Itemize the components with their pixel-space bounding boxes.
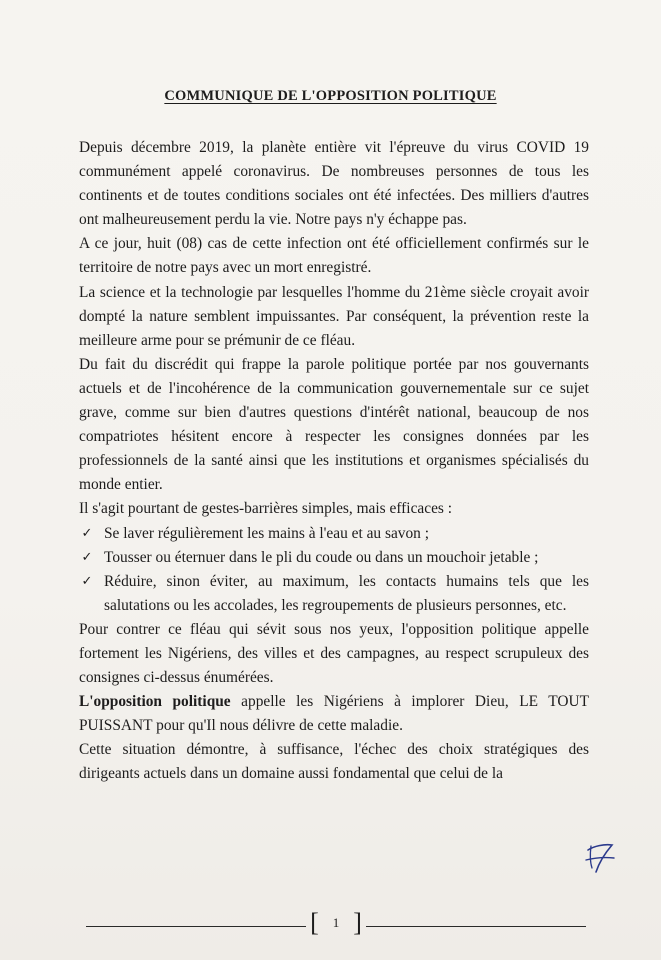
list-item-text: Tousser ou éternuer dans le pli du coude ou dans un mouchoir jetable ; (104, 548, 539, 566)
list-item (79, 522, 589, 546)
list-item-text: Se laver régulièrement les mains à l'eau et au savon ; (104, 524, 429, 542)
document-title (0, 88, 661, 105)
list-item-text: Réduire, sinon éviter, au maximum, les contacts humains tels que les salutations ou les accolades, les regroupements de plusieurs personnes, etc. (104, 572, 589, 614)
paragraph-discredit: Du fait du discrédit qui frappe la parole politique portée par nos gouvernants actuels et de l'incohérence de la communication gouvernementale sur ce sujet grave, comme sur bien d'autres questions d'intérêt national, beaucoup de nos compatriotes hésitent encore à respecter les consignes données par les professionnels de la santé ainsi que les institutions et organismes spécialisés du monde entier. (79, 355, 589, 494)
document-title-text: COMMUNIQUE DE L'OPPOSITION POLITIQUE (164, 88, 497, 104)
bracket-right: ] (353, 908, 362, 937)
check-mark-icon: ✓ (81, 549, 93, 565)
check-mark-icon: ✓ (81, 573, 93, 589)
page-footer (86, 905, 586, 941)
opposition-bold-text: L'opposition politique (79, 693, 231, 711)
paragraph-cases: A ce jour, huit (08) cas de cette infection ont été officiellement confirmés sur le territoire de notre pays avec un mort enregistré. (79, 235, 589, 277)
document-body (79, 136, 589, 787)
check-mark-icon: ✓ (81, 525, 93, 541)
footer-rule-right (366, 926, 586, 927)
bracket-left: [ (310, 908, 319, 937)
appeal-text: appelle les Nigériens à implorer Dieu, LE TOUT PUISSANT pour qu'Il nous délivre de cette maladie. (79, 693, 589, 735)
paragraph-science: La science et la technologie par lesquelles l'homme du 21ème siècle croyait avoir dompté la nature semblent impuissantes. Par conséquent, la prévention reste la meilleure arme pour se prémunir de ce fléau. (79, 283, 589, 349)
paragraph-closing: Cette situation démontre, à suffisance, l'échec des choix stratégiques des dirigeants actuels dans un domaine aussi fondamental que celui de la (79, 741, 589, 783)
paragraph-intro: Depuis décembre 2019, la planète entière vit l'épreuve du virus COVID 19 communément appelé coronavirus. De nombreuses personnes de tous les continents et de toutes conditions sociales ont été infectées. Des milliers d'autres ont malheureusement perdu la vie. Notre pays n'y échappe pas. (79, 139, 589, 229)
list-item (79, 546, 589, 570)
handwritten-initials-icon (582, 838, 618, 878)
paragraph-appeal-prayer (79, 690, 589, 738)
footer-rule-left (86, 926, 306, 927)
paragraph-appeal-respect: Pour contrer ce fléau qui sévit sous nos yeux, l'opposition politique appelle fortement les Nigériens, des villes et des campagnes, au respect scrupuleux des consignes ci-dessus énumérées. (79, 620, 589, 687)
page-number: 1 (332, 915, 340, 930)
paragraph-barriers: Il s'agit pourtant de gestes-barrières simples, mais efficaces : (79, 500, 453, 518)
barrier-gestures-list (79, 522, 589, 618)
list-item (79, 570, 589, 618)
